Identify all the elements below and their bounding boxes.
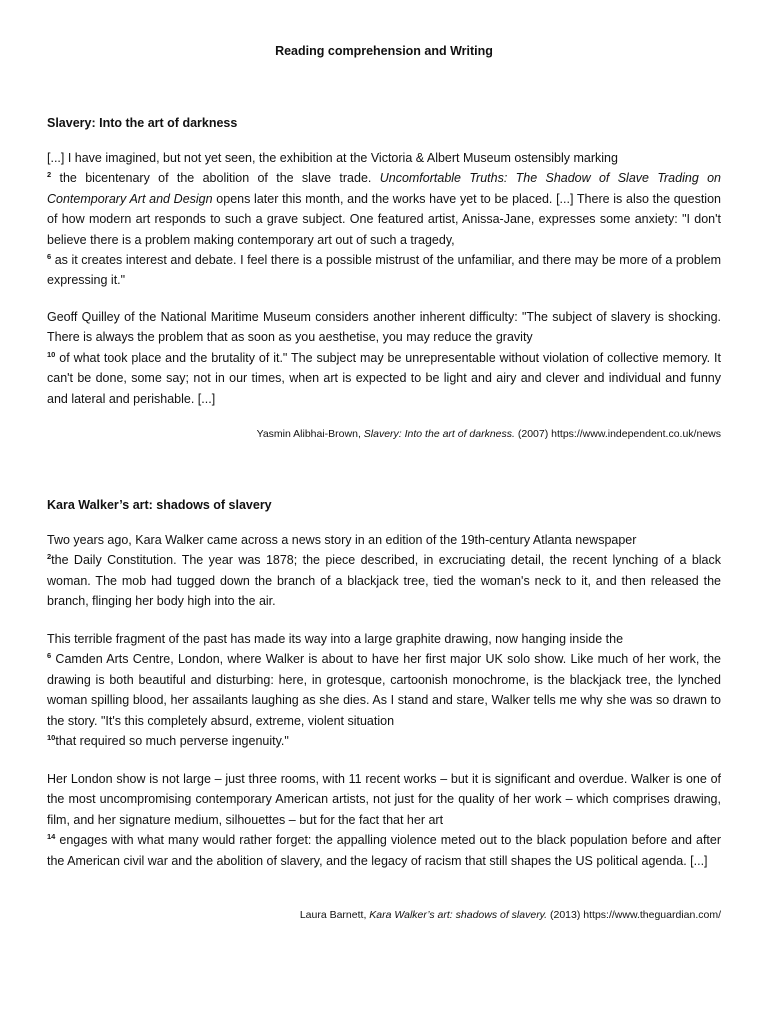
text: Geoff Quilley of the National Maritime Museum considers another inherent difficulty: "The subject of slavery is shocking. There is always the problem that as soon as you aesthetise, you may reduce the gravity (47, 310, 721, 345)
text: Her London show is not large – just three rooms, with 11 recent works – but it is significant and overdue. Walker is one of the most uncompromising contemporary American artists, not just for the quality of her work – which comprises drawing, film, and her signature medium, silhouettes – but for the fact that her art (47, 772, 721, 827)
text: opens later this month, and the works have yet to be placed. [...] There is also the question of how modern art responds to such a grave subject. One featured artist, Anissa-Jane, expresses some anxiety: "I don't believe there is a problem making contemporary art out of such a tragedy, (47, 191, 721, 247)
text: Two years ago, Kara Walker came across a news story in an edition of the 19th-century Atlanta newspaper (47, 533, 637, 547)
page-title: Reading comprehension and Writing (275, 44, 493, 58)
section2-paragraph-3 (47, 769, 721, 871)
citation-work: Slavery: Into the art of darkness. (363, 428, 515, 440)
section2-paragraph-2 (47, 629, 721, 751)
section2-citation (300, 909, 721, 921)
section1-paragraph-1 (47, 148, 721, 291)
text: Camden Arts Centre, London, where Walker is about to have her first major UK solo show. Like much of her work, the drawing is both beautiful and disturbing: here, in grotesque, cartoonish monochrome, is the blackjack tree, the lynched woman spilling blood, her assailants laughing as she dies. As I stand and stare, Walker tells me why she was so drawn to the story. "It's this completely absurd, extreme, violent situation (47, 652, 721, 728)
text: engages with what many would rather forget: the appalling violence meted out to the black population before and after the American civil war and the abolition of slavery, and the legacy of racism that still shapes the US political agenda. [...] (47, 833, 721, 868)
text: [...] I have imagined, but not yet seen, the exhibition at the Victoria & Albert Museum ostensibly marking (47, 151, 618, 165)
line-number: 6 (47, 651, 52, 661)
section2-heading: Kara Walker’s art: shadows of slavery (47, 498, 272, 512)
section1-heading: Slavery: Into the art of darkness (47, 116, 238, 130)
text: the bicentenary of the abolition of the slave trade. (51, 171, 380, 186)
citation-work: Kara Walker’s art: shadows of slavery. (369, 909, 548, 921)
text: of what took place and the brutality of it." The subject may be unrepresentable without violation of collective memory. It can't be done, some say; not in our times, when art is expected to be light and airy and clever and individual and funny and lateral and perishable. [...] (47, 350, 721, 406)
text: that required so much perverse ingenuity." (55, 734, 289, 749)
line-number: 6 (47, 252, 52, 262)
citation-author: Laura Barnett, (299, 909, 370, 921)
text: This terrible fragment of the past has made its way into a large graphite drawing, now hanging inside the (47, 632, 624, 646)
line-number: 2 (47, 552, 52, 562)
section1-paragraph-2 (47, 307, 721, 409)
citation-author: Yasmin Alibhai-Brown, (256, 428, 364, 440)
citation-source: (2007) https://www.independent.co.uk/news (514, 428, 721, 440)
line-number: 10 (47, 349, 56, 359)
text: as it creates interest and debate. I feel there is a possible mistrust of the unfamiliar, and there may be more of a problem expressing it." (47, 253, 721, 288)
line-number: 2 (47, 170, 52, 180)
line-number: 10 (47, 733, 56, 743)
italic-title: Uncomfortable Truths: The Shadow of Slave Trading on Contemporary Art and Design (47, 171, 721, 206)
section2-paragraph-1 (47, 530, 721, 612)
citation-source: (2013) https://www.theguardian.com/ (547, 909, 721, 921)
text: the Daily Constitution. The year was 1878; the piece described, in excruciating detail, the recent lynching of a black woman. The mob had tugged down the branch of a blackjack tree, tied the woman's neck to it, and then released the branch, flinging her body high into the air. (47, 553, 721, 609)
line-number: 14 (47, 832, 56, 842)
section1-citation (257, 428, 721, 440)
